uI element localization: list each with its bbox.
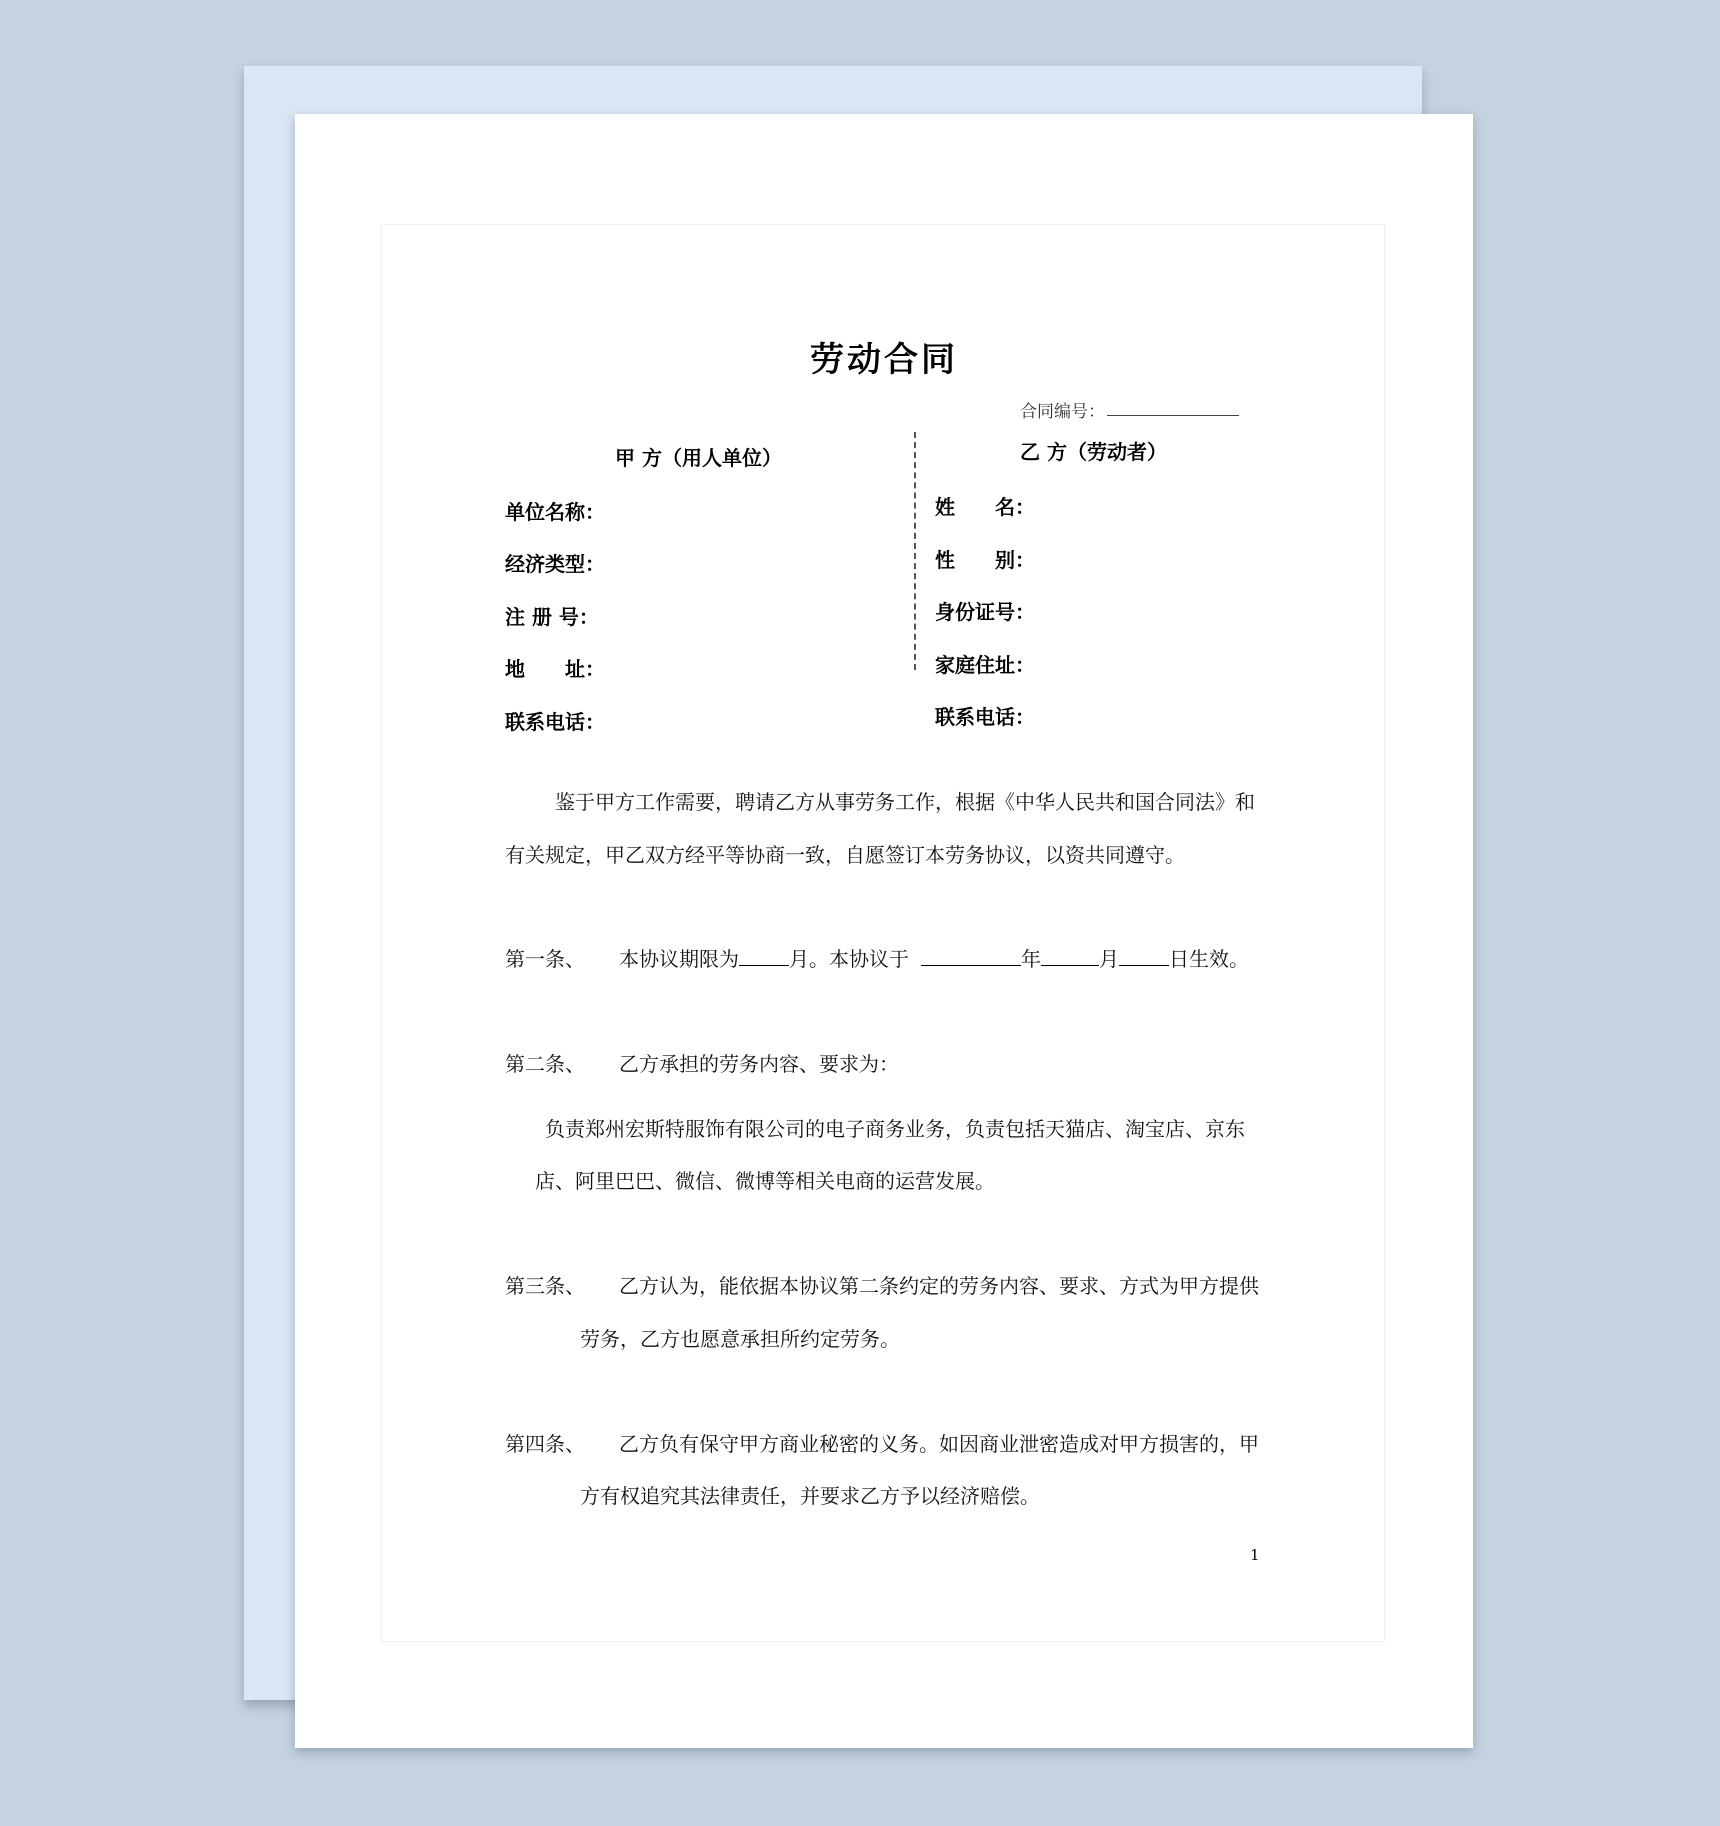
page-number: 1 bbox=[1250, 1546, 1260, 1564]
article-2-detail-line-2: 店、阿里巴巴、微信、微博等相关电商的运营发展。 bbox=[535, 1169, 995, 1193]
article-4 bbox=[505, 1428, 1259, 1457]
party-a-field-address: 地 址： bbox=[505, 657, 605, 681]
article-3-line-1: 乙方认为，能依据本协议第二条约定的劳务内容、要求、方式为甲方提供 bbox=[619, 1274, 1259, 1298]
article-3-line-2: 劳务，乙方也愿意承担所约定劳务。 bbox=[580, 1327, 900, 1351]
party-b-field-gender: 性 别： bbox=[935, 548, 1035, 572]
article-1-day-blank bbox=[1119, 947, 1169, 966]
party-a-field-company-name: 单位名称： bbox=[505, 500, 605, 524]
party-b-field-id-number: 身份证号： bbox=[935, 600, 1035, 624]
party-b-heading: 乙 方（劳动者） bbox=[1020, 440, 1167, 464]
party-a-field-economic-type: 经济类型： bbox=[505, 552, 605, 576]
article-1-label: 第一条、 bbox=[505, 947, 585, 971]
article-4-label: 第四条、 bbox=[505, 1432, 585, 1456]
article-1-text-b: 月。本协议于 bbox=[789, 947, 909, 971]
article-3 bbox=[505, 1270, 1259, 1299]
preamble-line-1: 鉴于甲方工作需要，聘请乙方从事劳务工作，根据《中华人民共和国合同法》和 bbox=[555, 790, 1255, 814]
article-1-text-c: 年 bbox=[1021, 947, 1041, 971]
article-1-year-blank bbox=[921, 947, 1021, 966]
article-1-text-e: 日生效。 bbox=[1169, 947, 1249, 971]
party-b-field-name: 姓 名： bbox=[935, 495, 1035, 519]
article-1-text-d: 月 bbox=[1099, 947, 1119, 971]
article-2-text: 乙方承担的劳务内容、要求为： bbox=[619, 1052, 899, 1076]
article-2 bbox=[505, 1048, 899, 1077]
party-a-heading: 甲 方（用人单位） bbox=[615, 446, 782, 470]
article-2-label: 第二条、 bbox=[505, 1052, 585, 1076]
article-2-detail-line-1: 负责郑州宏斯特服饰有限公司的电子商务业务，负责包括天猫店、淘宝店、京东 bbox=[545, 1117, 1245, 1141]
article-3-label: 第三条、 bbox=[505, 1274, 585, 1298]
party-a-field-registration-no: 注 册 号： bbox=[505, 605, 599, 629]
party-divider bbox=[914, 432, 916, 670]
document-title: 劳动合同 bbox=[810, 340, 958, 380]
contract-number-label: 合同编号： bbox=[1020, 402, 1105, 422]
party-a-field-phone: 联系电话： bbox=[505, 710, 605, 734]
preamble-line-2: 有关规定，甲乙双方经平等协商一致，自愿签订本劳务协议，以资共同遵守。 bbox=[505, 843, 1185, 867]
article-1 bbox=[505, 943, 1249, 972]
front-page-sheet bbox=[295, 114, 1473, 1748]
article-4-line-2: 方有权追究其法律责任，并要求乙方予以经济赔偿。 bbox=[580, 1484, 1040, 1508]
article-1-text-a: 本协议期限为 bbox=[619, 947, 739, 971]
article-1-month-blank bbox=[1041, 947, 1099, 966]
contract-number-blank bbox=[1107, 415, 1239, 416]
article-1-months-blank bbox=[739, 947, 789, 966]
article-4-line-1: 乙方负有保守甲方商业秘密的义务。如因商业泄密造成对甲方损害的，甲 bbox=[619, 1432, 1259, 1456]
party-b-field-phone: 联系电话： bbox=[935, 705, 1035, 729]
party-b-field-home-address: 家庭住址： bbox=[935, 653, 1035, 677]
